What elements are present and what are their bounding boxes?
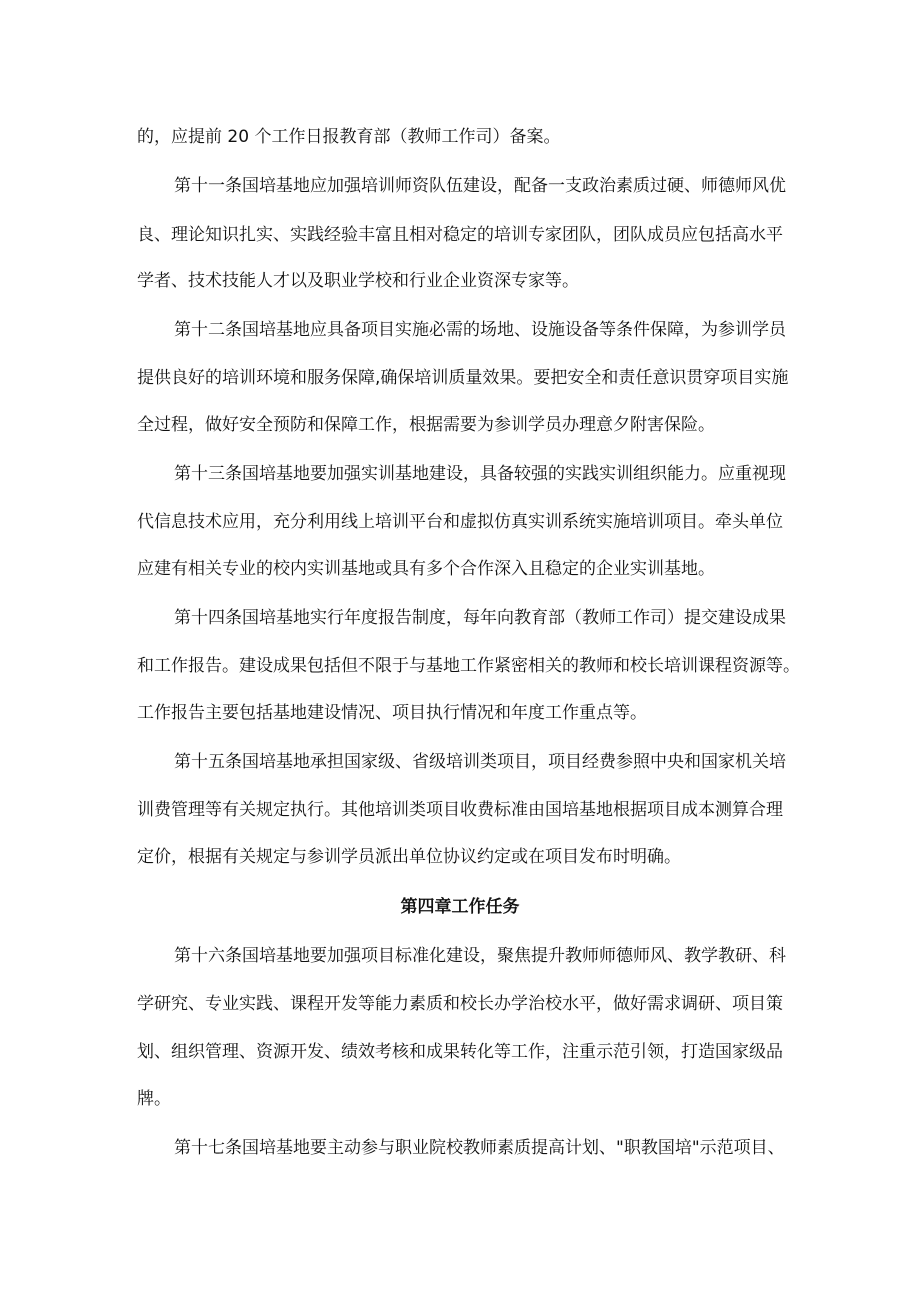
- text-line: 牌。: [137, 1089, 171, 1109]
- text-line: 学研究、专业实践、课程开发等能力素质和校长办学治校水平，做好需求调研、项目策: [137, 994, 783, 1014]
- text-line: 训费管理等有关规定执行。其他培训类项目收费标准由国培基地根据项目成本测算合理: [137, 800, 783, 820]
- text-line: 划、组织管理、资源开发、绩效考核和成果转化等工作，注重示范引领，打造国家级品: [137, 1042, 783, 1062]
- chapter-heading: 第四章工作任务: [400, 897, 520, 917]
- article-13-line: 第十三条国培基地要加强实训基地建设，具备较强的实践实训组织能力。应重视现: [174, 464, 786, 484]
- text-line: 的，应提前 20 个工作日报教育部（教师工作司）备案。: [137, 127, 561, 147]
- article-12-line: 第十二条国培基地应具备项目实施必需的场地、设施设备等条件保障，为参训学员: [174, 320, 786, 340]
- article-16-line: 第十六条国培基地要加强项目标准化建设，聚焦提升教师师德师风、教学教研、科: [174, 946, 786, 966]
- text-line: 和工作报告。建设成果包括但不限于与基地工作紧密相关的教师和校长培训课程资源等。: [137, 656, 800, 676]
- text-line: 全过程，做好安全预防和保障工作，根据需要为参训学员办理意夕附害保险。: [137, 415, 715, 435]
- text-line: 代信息技术应用，充分利用线上培训平台和虚拟仿真实训系统实施培训项目。牵头单位: [137, 512, 783, 532]
- article-14-line: 第十四条国培基地实行年度报告制度，每年向教育部（教师工作司）提交建设成果: [174, 608, 786, 628]
- text-line: 应建有相关专业的校内实训基地或具有多个合作深入且稳定的企业实训基地。: [137, 559, 715, 579]
- article-11-line: 第十一条国培基地应加强培训师资队伍建设，配备一支政治素质过硬、师德师风优: [174, 176, 786, 196]
- text-line: 定价，根据有关规定与参训学员派出单位协议约定或在项目发布时明确。: [137, 847, 681, 867]
- article-17-line: 第十七条国培基地要主动参与职业院校教师素质提高计划、"职教国培"示范项目、: [174, 1138, 785, 1158]
- text-line: 工作报告主要包括基地建设情况、项目执行情况和年度工作重点等。: [137, 703, 647, 723]
- text-line: 提供良好的培训环境和服务保障,确保培训质量效果。要把安全和责任意识贯穿项目实施: [137, 368, 789, 388]
- text-line: 良、理论知识扎实、实践经验丰富且相对稳定的培训专家团队，团队成员应包括高水平: [137, 225, 783, 245]
- article-15-line: 第十五条国培基地承担国家级、省级培训类项目，项目经费参照中央和国家机关培: [174, 752, 786, 772]
- text-line: 学者、技术技能人才以及职业学校和行业企业资深专家等。: [137, 271, 579, 291]
